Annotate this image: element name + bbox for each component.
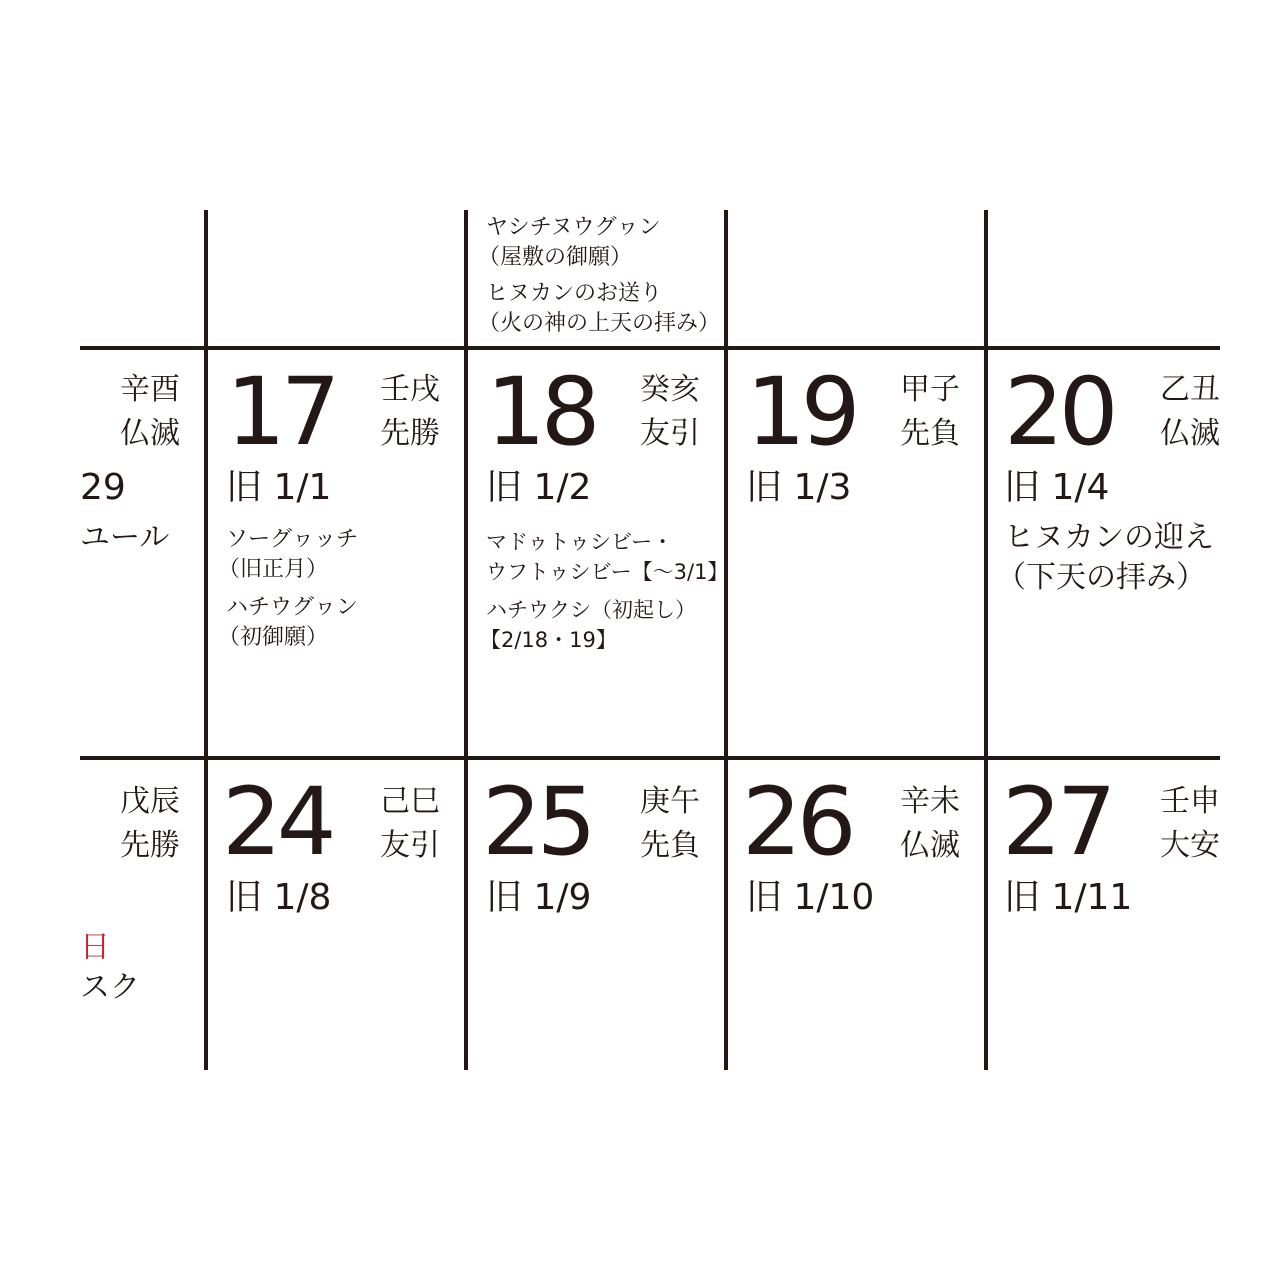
day-number: 17 (226, 358, 336, 467)
lunar-date: 旧 1/4 (1004, 467, 1110, 508)
column-divider-1 (204, 210, 208, 1070)
event-detail: （初御願） (218, 625, 329, 650)
event-name: ヒヌカンの迎え (1004, 520, 1214, 555)
event-name: マドゥトゥシビー・ (486, 530, 674, 554)
event-name: ヤシチヌウグヮン (486, 215, 661, 240)
event-detail: （火の神の上天の拝み） (478, 311, 721, 336)
lunar-date: 旧 1/3 (746, 467, 852, 508)
event-name: ハチウクシ（初起し） (486, 598, 696, 622)
rokuyo: 先負 (900, 416, 960, 451)
event-name: ヒヌカンのお送り (486, 281, 663, 306)
kanshi: 乙丑 (1160, 372, 1220, 407)
event-detail: 【2/18・19】 (480, 628, 617, 652)
lunar-date: 旧 1/1 (226, 467, 332, 508)
lunar-date-partial: 29 (80, 467, 126, 508)
day-number: 19 (746, 358, 856, 467)
kanshi: 戊辰 (120, 784, 180, 819)
lunar-date: 旧 1/8 (226, 877, 332, 918)
rokuyo: 友引 (380, 828, 440, 863)
rokuyo: 先負 (640, 828, 700, 863)
day-number: 26 (742, 768, 852, 877)
row-divider-2 (80, 756, 1220, 760)
event-detail: （下天の拝み） (996, 560, 1206, 595)
rokuyo: 大安 (1160, 828, 1220, 863)
lunar-date: 旧 1/9 (486, 877, 592, 918)
rokuyo: 友引 (640, 416, 700, 451)
kanshi: 庚午 (640, 784, 700, 819)
event-partial: スク (80, 970, 140, 1005)
row-divider-1 (80, 346, 1220, 350)
rokuyo: 先勝 (380, 416, 440, 451)
day-number: 27 (1002, 768, 1112, 877)
column-divider-4 (984, 210, 988, 1070)
day-number: 20 (1004, 358, 1114, 467)
lunar-date: 旧 1/10 (746, 877, 875, 918)
event-name: ハチウグヮン (226, 595, 359, 620)
lunar-date: 旧 1/2 (486, 467, 592, 508)
rokuyo: 仏滅 (1160, 416, 1220, 451)
kanshi: 壬申 (1160, 784, 1220, 819)
day-number: 24 (222, 768, 332, 877)
kanshi: 己巳 (380, 784, 440, 819)
day-number: 25 (482, 768, 592, 877)
rokuyo: 仏滅 (900, 828, 960, 863)
rokuyo: 先勝 (120, 828, 180, 863)
event-partial: ユール (80, 520, 170, 555)
kanshi: 壬戌 (380, 372, 440, 407)
rokuyo: 仏滅 (120, 416, 180, 451)
kanshi: 甲子 (900, 372, 960, 407)
kanshi: 辛酉 (120, 372, 180, 407)
event-name: ソーグヮッチ (226, 527, 359, 552)
event-detail: （屋敷の御願） (478, 245, 633, 270)
lunar-date: 旧 1/11 (1004, 877, 1133, 918)
event-red-partial: 日 (80, 930, 110, 965)
event-detail: ウフトゥシビー【〜3/1】 (486, 560, 729, 584)
event-detail: （旧正月） (218, 557, 329, 582)
column-divider-3 (724, 210, 728, 1070)
column-divider-2 (464, 210, 468, 1070)
kanshi: 辛未 (900, 784, 960, 819)
day-number: 18 (486, 358, 596, 467)
kanshi: 癸亥 (640, 372, 700, 407)
